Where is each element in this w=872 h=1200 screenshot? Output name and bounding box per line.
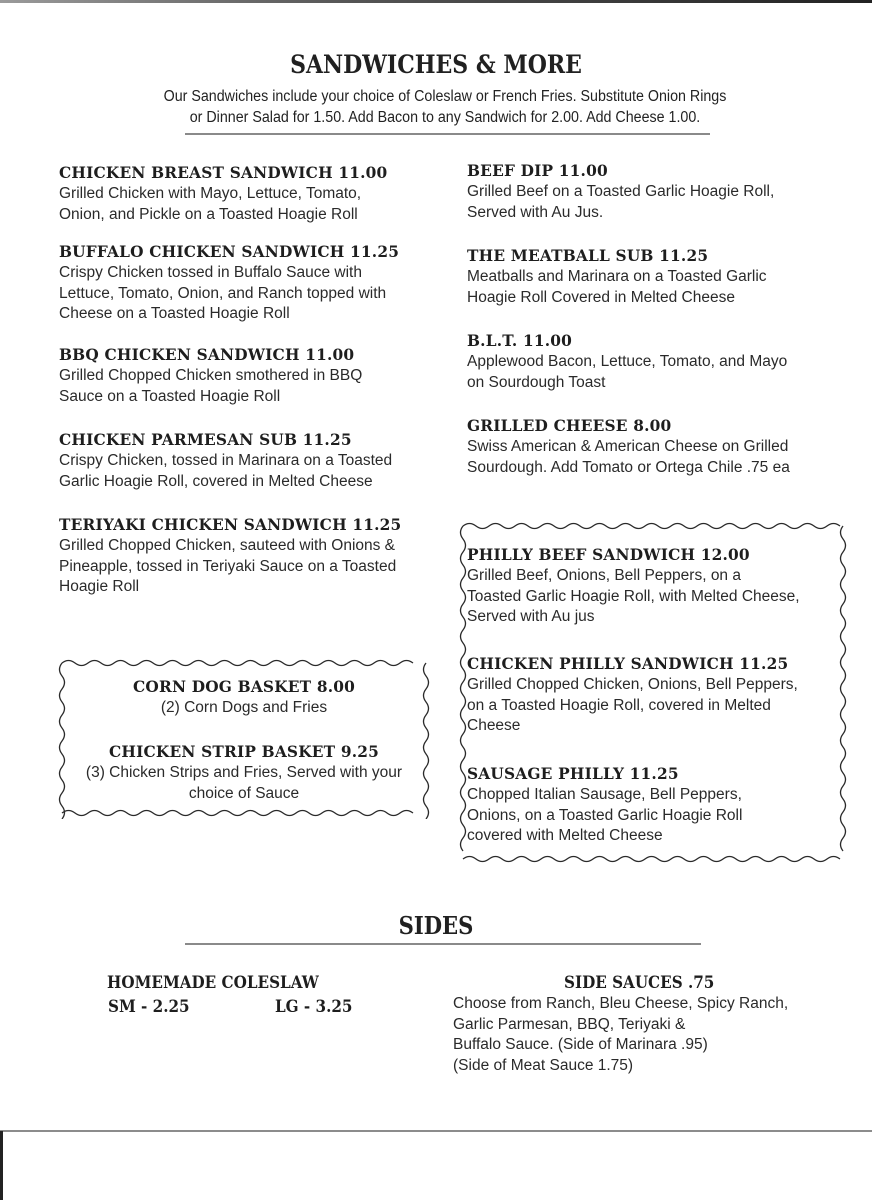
desc-line: Hoagie Roll — [59, 578, 140, 595]
desc-line: Cheese — [467, 717, 521, 734]
page-edge — [0, 1130, 872, 1132]
desc-line: on Sourdough Toast — [467, 373, 606, 391]
item-desc — [59, 184, 459, 225]
desc-line: Served with Au jus — [467, 608, 595, 625]
menu-item — [59, 242, 459, 325]
desc-line: Sauce on a Toasted Hoagie Roll — [59, 387, 281, 405]
intro-line-1: Our Sandwiches include your choice of Coleslaw or French Fries. Substitute Onion Rings — [163, 88, 727, 105]
item-desc — [467, 675, 845, 737]
desc-line: (2) Corn Dogs and Fries — [160, 699, 328, 716]
section-title-sides: SIDES — [398, 911, 474, 940]
desc-line: Hoagie Roll Covered in Melted Cheese — [467, 288, 735, 306]
menu-item — [56, 742, 432, 804]
desc-line: Onion, and Pickle on a Toasted Hoagie Roll — [59, 205, 358, 223]
scan-top-edge — [0, 0, 872, 3]
menu-item — [467, 331, 857, 393]
menu-item — [59, 515, 459, 598]
menu-item — [467, 545, 845, 628]
desc-line: Pineapple, tossed in Teriyaki Sauce on a Toasted — [59, 557, 397, 575]
desc-line: choice of Sauce — [188, 784, 300, 802]
menu-item — [59, 430, 459, 492]
item-name: CORN DOG BASKET 8.00 — [133, 677, 355, 696]
desc-line: Buffalo Sauce. (Side of Marinara .95) — [453, 1036, 708, 1053]
menu-item — [56, 677, 432, 719]
item-desc — [467, 267, 857, 308]
desc-line: Cheese on a Toasted Hoagie Roll — [59, 305, 290, 322]
intro-line-2: or Dinner Salad for 1.50. Add Bacon to any Sandwich for 2.00. Add Cheese 1.00. — [189, 109, 701, 126]
desc-line: Choose from Ranch, Bleu Cheese, Spicy Ranch, — [453, 995, 789, 1012]
menu-item — [467, 764, 845, 847]
item-desc — [59, 451, 459, 492]
item-name: BBQ CHICKEN SANDWICH 11.00 — [59, 345, 355, 364]
menu-item — [467, 161, 857, 223]
coleslaw-small-price: SM - 2.25 — [108, 997, 190, 1016]
section-title-sandwiches: SANDWICHES & MORE — [290, 50, 582, 79]
coleslaw-large-price: LG - 3.25 — [275, 997, 353, 1016]
item-name: PHILLY BEEF SANDWICH 12.00 — [467, 545, 750, 564]
item-name: CHICKEN PHILLY SANDWICH 11.25 — [467, 654, 789, 673]
desc-line: Onions, on a Toasted Garlic Hoagie Roll — [467, 806, 743, 824]
desc-line: Grilled Beef on a Toasted Garlic Hoagie Roll, — [467, 183, 775, 200]
item-name: B.L.T. 11.00 — [467, 331, 573, 350]
item-desc — [467, 566, 845, 628]
desc-line: Lettuce, Tomato, Onion, and Ranch topped with — [59, 284, 387, 302]
desc-line: Applewood Bacon, Lettuce, Tomato, and Mayo — [467, 353, 788, 370]
menu-item — [59, 163, 459, 225]
item-name: SAUSAGE PHILLY 11.25 — [467, 764, 679, 783]
desc-line: Grilled Beef, Onions, Bell Peppers, on a — [467, 567, 741, 584]
item-name: HOMEMADE COLESLAW — [107, 973, 319, 992]
desc-line: Swiss American & American Cheese on Grilled — [467, 438, 789, 455]
item-name: BUFFALO CHICKEN SANDWICH 11.25 — [59, 242, 400, 261]
sandwiches-intro — [36, 86, 855, 128]
desc-line: (Side of Meat Sauce 1.75) — [453, 1056, 634, 1074]
item-name: TERIYAKI CHICKEN SANDWICH 11.25 — [59, 515, 402, 534]
desc-line: covered with Melted Cheese — [467, 827, 663, 844]
desc-line: Grilled Chopped Chicken, sauteed with Onions & — [59, 537, 396, 554]
desc-line: Garlic Parmesan, BBQ, Teriyaki & — [453, 1015, 686, 1033]
item-desc — [467, 785, 845, 847]
item-desc — [467, 437, 857, 478]
menu-item — [467, 654, 845, 737]
divider — [185, 943, 701, 945]
desc-line: Garlic Hoagie Roll, covered in Melted Cheese — [59, 472, 373, 490]
item-desc — [467, 352, 857, 393]
item-desc — [56, 698, 432, 719]
desc-line: Crispy Chicken, tossed in Marinara on a Toasted — [59, 452, 393, 469]
item-desc — [59, 536, 459, 598]
scan-left-edge — [0, 1131, 3, 1200]
item-name: BEEF DIP 11.00 — [467, 161, 608, 180]
desc-line: Crispy Chicken tossed in Buffalo Sauce with — [59, 264, 362, 281]
desc-line: Grilled Chicken with Mayo, Lettuce, Tomato, — [59, 185, 362, 202]
menu-item — [59, 345, 459, 407]
item-desc — [59, 263, 459, 325]
desc-line: Meatballs and Marinara on a Toasted Garlic — [467, 268, 767, 285]
menu-item — [467, 246, 857, 308]
side-sauces-item — [453, 973, 843, 1076]
baskets-box — [56, 657, 432, 819]
desc-line: Grilled Chopped Chicken, Onions, Bell Peppers, — [467, 676, 798, 693]
item-name: GRILLED CHEESE 8.00 — [467, 416, 672, 435]
phillies-box — [457, 520, 849, 865]
item-name: THE MEATBALL SUB 11.25 — [467, 246, 709, 265]
desc-line: Toasted Garlic Hoagie Roll, with Melted Cheese, — [467, 587, 800, 605]
item-desc — [467, 182, 857, 223]
item-desc — [453, 994, 843, 1076]
coleslaw-item — [107, 973, 337, 992]
item-name: SIDE SAUCES .75 — [564, 973, 715, 992]
divider — [185, 133, 710, 135]
item-name: CHICKEN PARMESAN SUB 11.25 — [59, 430, 352, 449]
desc-line: Sourdough. Add Tomato or Ortega Chile .75 ea — [467, 458, 790, 476]
item-name: CHICKEN BREAST SANDWICH 11.00 — [59, 163, 388, 182]
item-desc — [56, 763, 432, 804]
desc-line: Chopped Italian Sausage, Bell Peppers, — [467, 786, 742, 803]
item-desc — [59, 366, 459, 407]
item-desc-wrap — [453, 994, 843, 1076]
item-name: CHICKEN STRIP BASKET 9.25 — [109, 742, 379, 761]
desc-line: on a Toasted Hoagie Roll, covered in Melted — [467, 696, 771, 714]
desc-line: Grilled Chopped Chicken smothered in BBQ — [59, 367, 363, 384]
desc-line: (3) Chicken Strips and Fries, Served with your — [85, 764, 403, 781]
menu-item — [467, 416, 857, 478]
desc-line: Served with Au Jus. — [467, 203, 604, 221]
